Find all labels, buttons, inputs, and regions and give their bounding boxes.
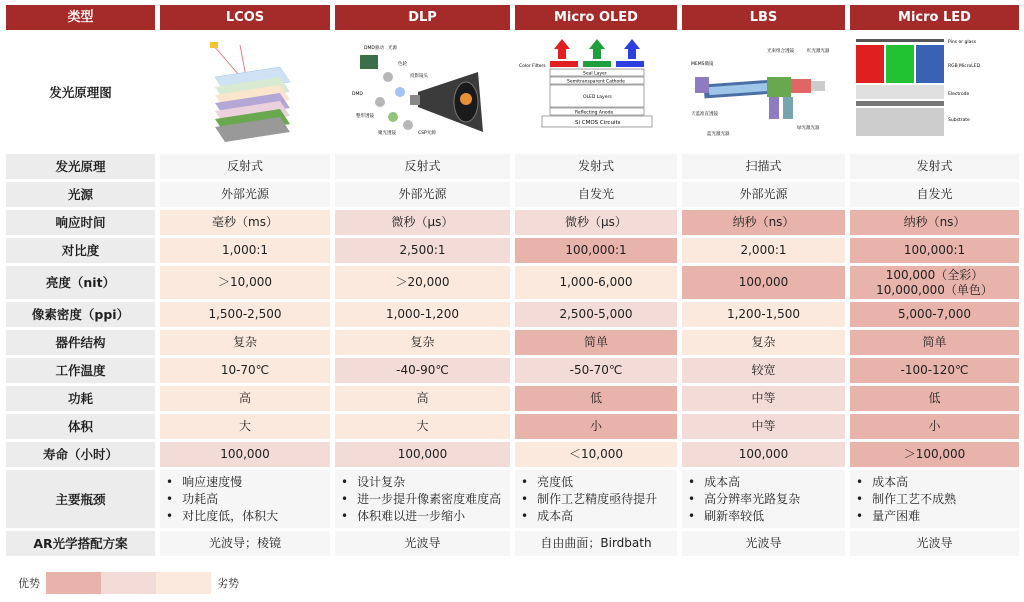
bottleneck-lbs <box>682 470 845 528</box>
microled-label-2: RGB MicroLED <box>947 64 980 69</box>
dlp-diagram <box>335 33 510 151</box>
value-cell-lbs: 纳秒（ns） <box>682 210 845 235</box>
value-cell-dlp: 微秒（μs） <box>335 210 510 235</box>
row-label-ar-optics: AR光学搭配方案 <box>6 531 155 556</box>
value-cell-dlp: 高 <box>335 386 510 411</box>
value-cell-micro-led: -100-120℃ <box>850 358 1019 383</box>
value-cell-lbs: 100,000 <box>682 266 845 299</box>
value-cell-dlp: 反射式 <box>335 154 510 179</box>
value-cell-lcos: 1,500-2,500 <box>160 302 330 327</box>
dlp-label-8: CSP光源 <box>417 131 436 136</box>
type-header: 类型 <box>6 5 155 30</box>
lbs-diagram <box>682 33 845 151</box>
row-label: 发光原理 <box>6 154 155 179</box>
value-cell-micro-oled: 1,000-6,000 <box>515 266 677 299</box>
dlp-label-5: DMD <box>351 92 363 97</box>
value-cell-lcos: 反射式 <box>160 154 330 179</box>
value-cell-micro-oled: 100,000:1 <box>515 238 677 263</box>
column-header-lbs: LBS <box>682 5 845 30</box>
oled-label-anode: Reflecting Anode <box>575 110 614 116</box>
bullet-item: • 量产困难 <box>856 508 920 525</box>
lbs-module-image <box>689 37 839 147</box>
dlp-label-1: DMD驱动 <box>363 46 384 51</box>
value-cell-micro-led: ＞100,000 <box>850 442 1019 467</box>
lcos-stack-image <box>185 37 305 147</box>
lbs-label-6: 绿光激光器 <box>796 126 819 131</box>
value-cell-lbs: 扫描式 <box>682 154 845 179</box>
value-cell-lcos: 高 <box>160 386 330 411</box>
value-cell-lbs: 2,000:1 <box>682 238 845 263</box>
value-cell-lcos: 外部光源 <box>160 182 330 207</box>
bullet-item: • 设计复杂 <box>341 474 405 491</box>
dlp-label-6: 聚光透镜 <box>377 131 396 136</box>
value-cell-lbs: 中等 <box>682 414 845 439</box>
bullet-item: • 制作工艺精度亟待提升 <box>521 491 657 508</box>
bottleneck-micro-oled <box>515 470 677 528</box>
lbs-label-1: 光束组合透镜 <box>766 49 794 54</box>
bullet-item: • 体积难以进一步缩小 <box>341 508 465 525</box>
value-cell-micro-led: 发射式 <box>850 154 1019 179</box>
comparison-table <box>6 5 1018 556</box>
value-cell-dlp: 大 <box>335 414 510 439</box>
value-cell-micro-led: 100,000:1 <box>850 238 1019 263</box>
lbs-label-5: 蓝光激光器 <box>706 132 729 137</box>
dlp-label-4: 投影镜头 <box>409 74 428 79</box>
ar-dlp: 光波导 <box>335 531 510 556</box>
value-cell-dlp: 100,000 <box>335 442 510 467</box>
value-cell-lbs: 中等 <box>682 386 845 411</box>
ar-lcos: 光波导；棱镜 <box>160 531 330 556</box>
legend-swatch-worst <box>156 572 211 594</box>
bottleneck-dlp <box>335 470 510 528</box>
row-label-bottleneck: 主要瓶颈 <box>6 470 155 528</box>
bullet-item: • 功耗高 <box>166 491 218 508</box>
dlp-label-2: 光源 <box>387 46 397 51</box>
bottleneck-lcos <box>160 470 330 528</box>
lbs-label-2: 红光激光器 <box>806 49 829 54</box>
microled-label-3: Electrode <box>947 92 969 97</box>
bullet-item: • 成本高 <box>688 474 740 491</box>
value-cell-lbs: 100,000 <box>682 442 845 467</box>
value-cell-lcos: 复杂 <box>160 330 330 355</box>
value-cell-lcos: 100,000 <box>160 442 330 467</box>
lbs-label-3: MEMS微镜 <box>690 62 713 67</box>
value-cell-lbs: 复杂 <box>682 330 845 355</box>
ar-micro-oled: 自由曲面；Birdbath <box>515 531 677 556</box>
row-label-diagram: 发光原理图 <box>6 33 155 151</box>
oled-label-color-filters: Color Filters <box>519 64 546 69</box>
bullet-item: • 亮度低 <box>521 474 573 491</box>
value-cell-dlp: 外部光源 <box>335 182 510 207</box>
column-header-micro-oled: Micro OLED <box>515 5 677 30</box>
dlp-label-3: 色轮 <box>397 62 407 67</box>
value-cell-micro-oled: 微秒（μs） <box>515 210 677 235</box>
micro-oled-stack-image <box>517 37 675 147</box>
row-label: 功耗 <box>6 386 155 411</box>
value-cell-micro-oled: 低 <box>515 386 677 411</box>
value-cell-lcos: 10-70℃ <box>160 358 330 383</box>
value-cell-lcos: 毫秒（ms） <box>160 210 330 235</box>
lcos-diagram <box>160 33 330 151</box>
value-cell-micro-led: 小 <box>850 414 1019 439</box>
column-header-micro-led: Micro LED <box>850 5 1019 30</box>
bullet-item: • 制作工艺不成熟 <box>856 491 956 508</box>
value-cell-dlp: 复杂 <box>335 330 510 355</box>
row-label: 寿命（小时） <box>6 442 155 467</box>
value-cell-micro-oled: 2,500-5,000 <box>515 302 677 327</box>
microled-label-4: Substrate <box>947 118 970 123</box>
value-cell-micro-oled: 发射式 <box>515 154 677 179</box>
oled-label-cmos: Si CMOS Circuits <box>575 120 621 126</box>
value-cell-dlp: -40-90℃ <box>335 358 510 383</box>
bullet-item: • 响应速度慢 <box>166 474 242 491</box>
legend-swatch-best <box>46 572 101 594</box>
row-label: 光源 <box>6 182 155 207</box>
oled-label-seal: Seal Layer <box>583 71 607 77</box>
row-label: 响应时间 <box>6 210 155 235</box>
micro-oled-diagram <box>515 33 677 151</box>
micro-led-stack-image <box>854 37 1016 147</box>
value-cell-micro-oled: 简单 <box>515 330 677 355</box>
dlp-optics-image <box>348 37 498 147</box>
value-cell-dlp: ＞20,000 <box>335 266 510 299</box>
column-header-lcos: LCOS <box>160 5 330 30</box>
value-cell-micro-led: 自发光 <box>850 182 1019 207</box>
ar-lbs: 光波导 <box>682 531 845 556</box>
legend-swatch-middle <box>101 572 156 594</box>
row-label: 像素密度（ppi） <box>6 302 155 327</box>
legend-advantage-label: 优势 <box>18 577 40 590</box>
value-cell-micro-led: 纳秒（ns） <box>850 210 1019 235</box>
value-cell-lbs: 外部光源 <box>682 182 845 207</box>
value-cell-lbs: 较宽 <box>682 358 845 383</box>
bullet-item: • 成本高 <box>521 508 573 525</box>
lbs-label-4: 天蓝准直透镜 <box>690 112 718 117</box>
value-cell-lcos: ＞10,000 <box>160 266 330 299</box>
value-cell-micro-led: 简单 <box>850 330 1019 355</box>
oled-label-layers: OLED Layers <box>583 95 612 100</box>
oled-label-cathode: Semitransparent Cathode <box>567 79 625 85</box>
value-cell-micro-oled: ＜10,000 <box>515 442 677 467</box>
row-label: 体积 <box>6 414 155 439</box>
value-cell-micro-oled: 自发光 <box>515 182 677 207</box>
value-cell-micro-led: 低 <box>850 386 1019 411</box>
value-cell-micro-led: 5,000-7,000 <box>850 302 1019 327</box>
value-cell-lcos: 1,000:1 <box>160 238 330 263</box>
bullet-item: • 对比度低，体积大 <box>166 508 278 525</box>
micro-led-diagram <box>850 33 1019 151</box>
value-cell-dlp: 2,500:1 <box>335 238 510 263</box>
row-label: 器件结构 <box>6 330 155 355</box>
bottleneck-micro-led <box>850 470 1019 528</box>
value-cell-lbs: 1,200-1,500 <box>682 302 845 327</box>
column-header-dlp: DLP <box>335 5 510 30</box>
row-label: 亮度（nit） <box>6 266 155 299</box>
microled-label-1: Pins or glass <box>947 40 976 45</box>
legend-disadvantage-label: 劣势 <box>217 577 239 590</box>
row-label: 工作温度 <box>6 358 155 383</box>
ar-micro-led: 光波导 <box>850 531 1019 556</box>
value-cell-dlp: 1,000-1,200 <box>335 302 510 327</box>
bullet-item: • 高分辨率光路复杂 <box>688 491 800 508</box>
dlp-label-7: 整形透镜 <box>355 114 374 119</box>
bullet-item: • 刷新率较低 <box>688 508 764 525</box>
value-cell-lcos: 大 <box>160 414 330 439</box>
value-cell-micro-led: 100,000（全彩） 10,000,000（单色） <box>850 266 1019 299</box>
shade-legend <box>18 572 239 594</box>
bullet-item: • 成本高 <box>856 474 908 491</box>
value-cell-micro-oled: 小 <box>515 414 677 439</box>
value-cell-micro-oled: -50-70℃ <box>515 358 677 383</box>
bullet-item: • 进一步提升像素密度难度高 <box>341 491 501 508</box>
row-label: 对比度 <box>6 238 155 263</box>
